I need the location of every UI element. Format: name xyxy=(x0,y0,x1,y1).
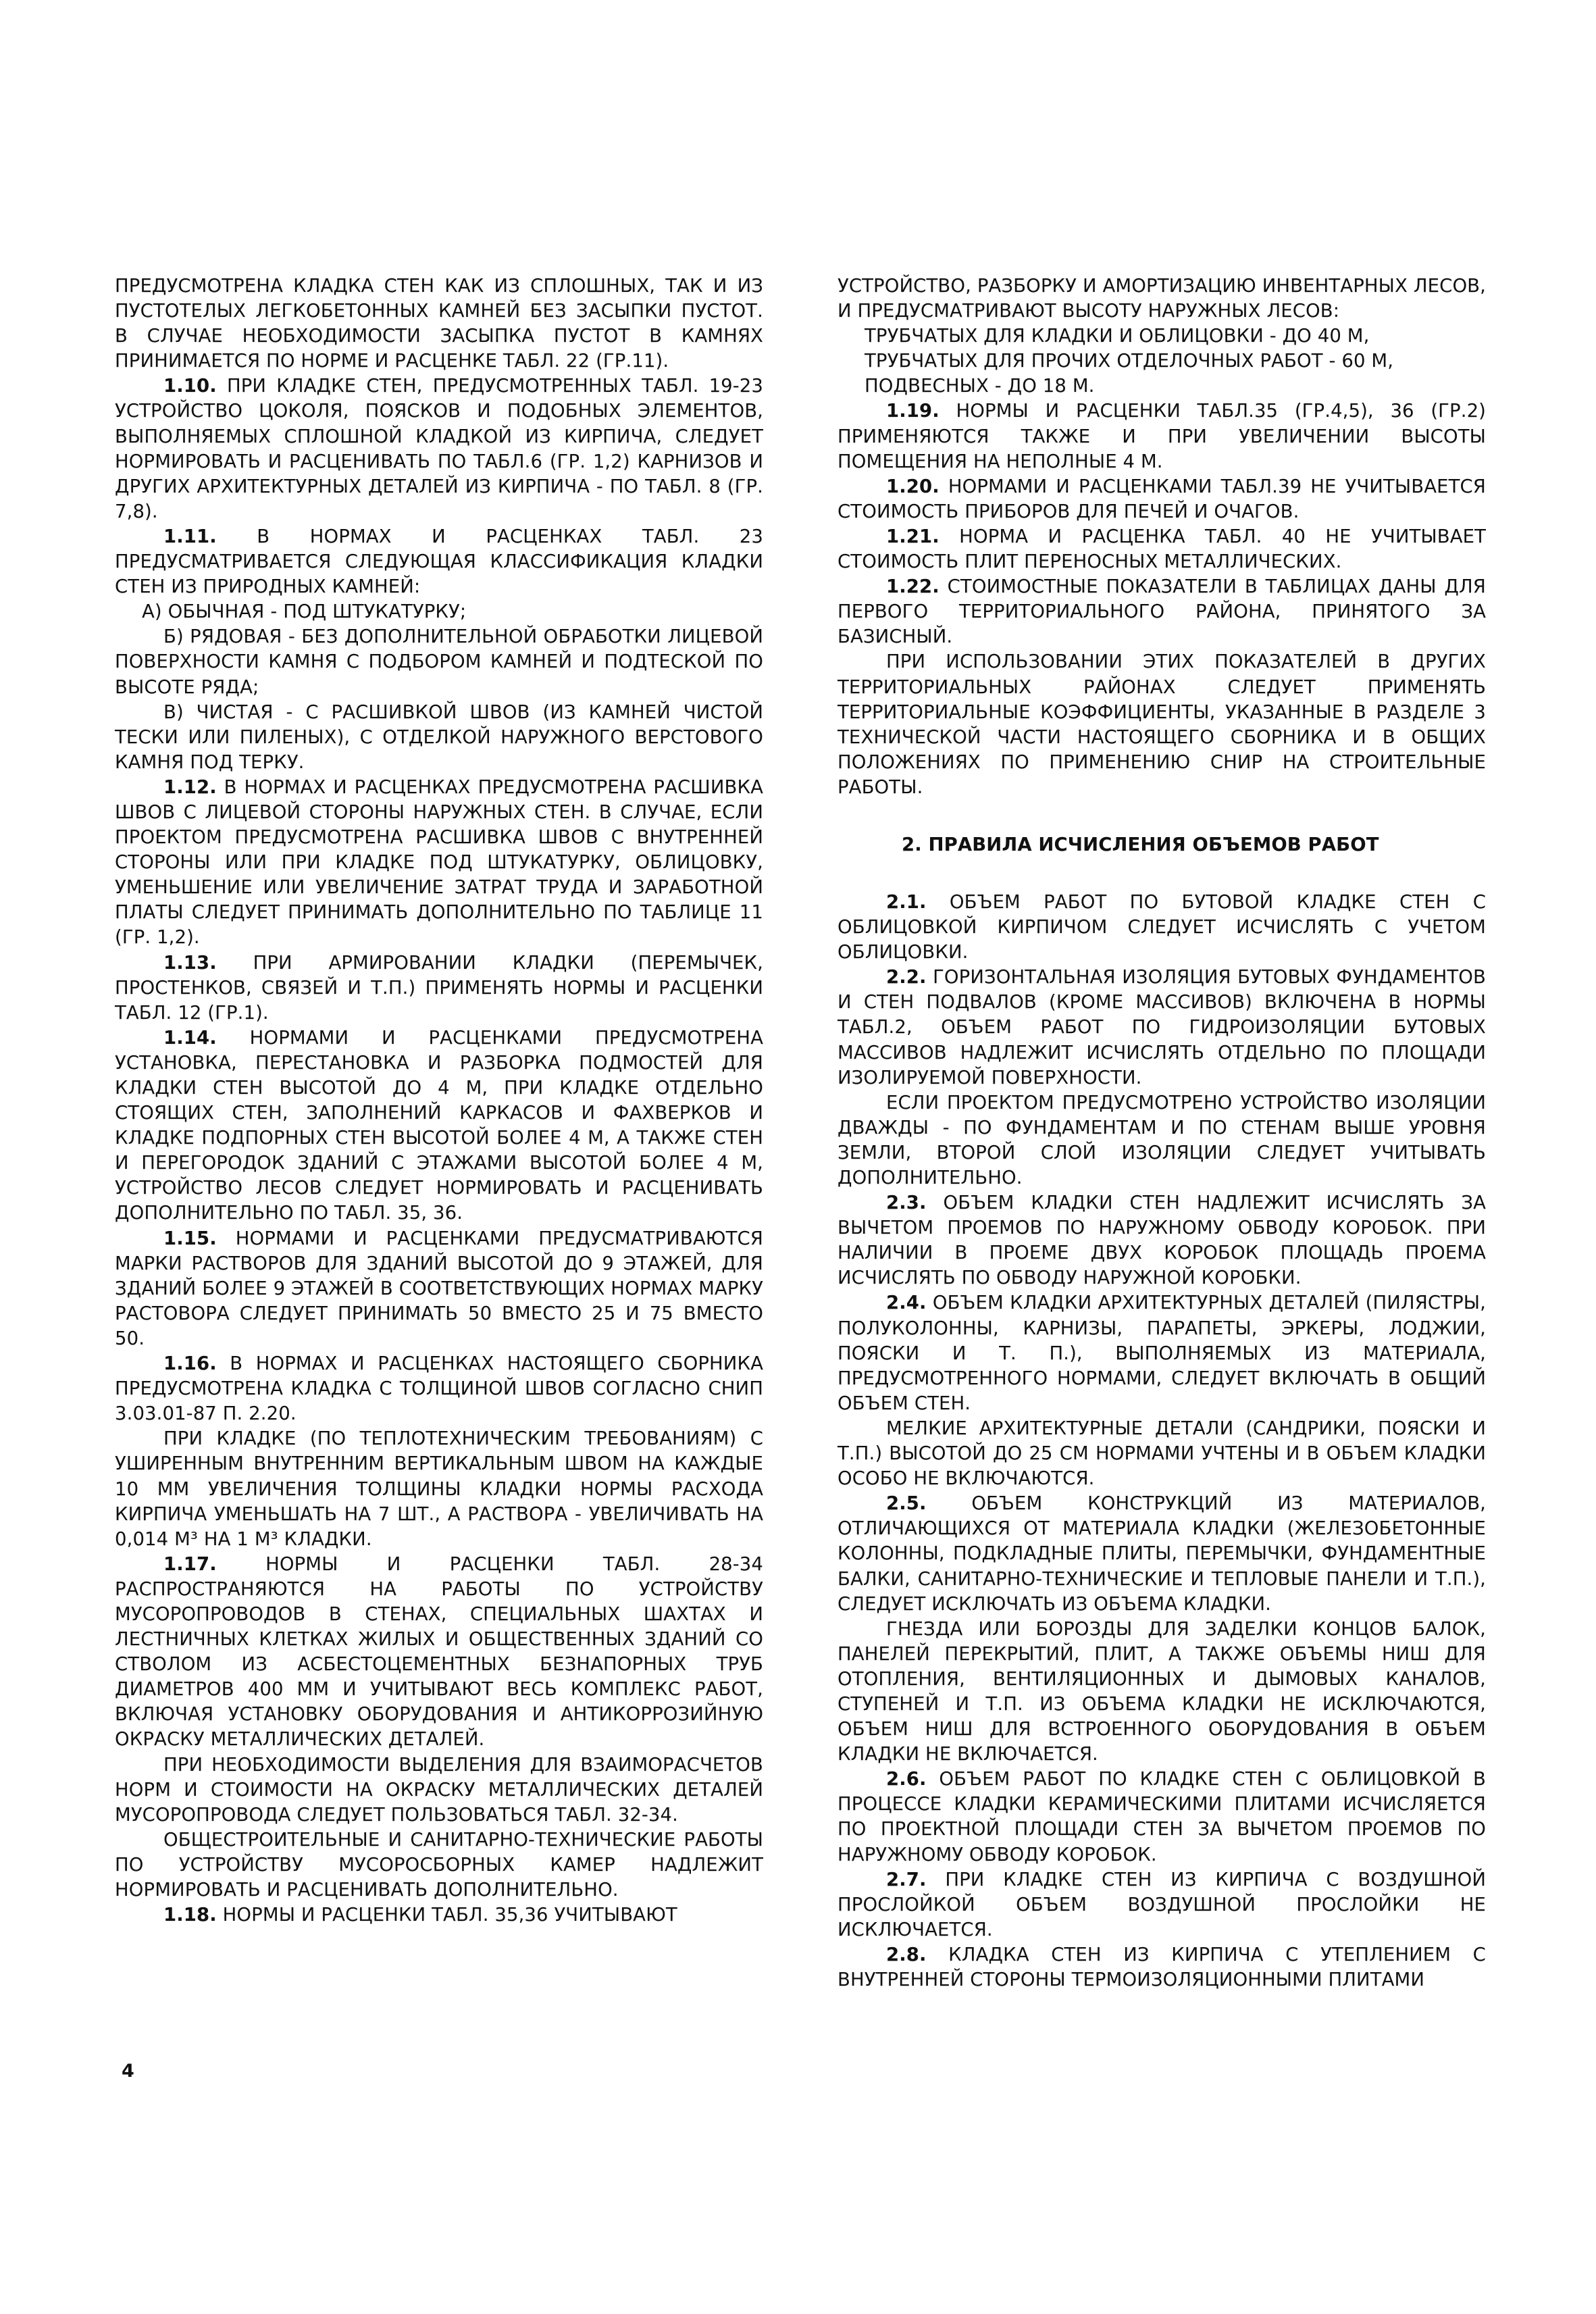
paragraph-text: ТРУБЧАТЫХ ДЛЯ ПРОЧИХ ОТДЕЛОЧНЫХ РАБОТ - 60 М, xyxy=(865,350,1394,372)
clause-number: 2.6. xyxy=(886,1768,927,1790)
clause-number: 2.3. xyxy=(886,1192,927,1214)
paragraph xyxy=(115,775,763,951)
paragraph xyxy=(838,399,1486,474)
paragraph-text: СТОИМОСТНЫЕ ПОКАЗАТЕЛИ В ТАБЛИЦАХ ДАНЫ ДЛЯ ПЕРВОГО ТЕРРИТОРИАЛЬНОГО РАЙОНА, ПРИНЯТОГО ЗА БАЗИСНЫЙ. xyxy=(838,576,1486,648)
clause-number: 1.13. xyxy=(163,951,217,974)
paragraph-text: НОРМЫ И РАСЦЕНКИ ТАБЛ. 35,36 УЧИТЫВАЮТ xyxy=(216,1904,677,1926)
paragraph-text: ГНЕЗДА ИЛИ БОРОЗДЫ ДЛЯ ЗАДЕЛКИ КОНЦОВ БАЛОК, ПАНЕЛЕЙ ПЕРЕКРЫТИЙ, ПЛИТ, А ТАКЖЕ ОБЪЕМЫ НИШ ДЛЯ ОТОПЛЕНИЯ, ВЕНТИЛЯЦИОННЫХ И ДЫМОВЫХ КАНАЛОВ, СТУПЕНЕЙ И Т.П. ИЗ ОБЪЕМА КЛАДКИ НЕ ИСКЛЮЧАЮТСЯ, ОБЪЕМ НИШ ДЛЯ ВСТРОЕННОГО ОБОРУДОВАНИЯ В ОБЪЕМ КЛАДКИ НЕ ВКЛЮЧАЕТСЯ. xyxy=(838,1617,1486,1765)
clause-number: 2.5. xyxy=(886,1492,927,1515)
paragraph-text: ПРЕДУСМОТРЕНА КЛАДКА СТЕН КАК ИЗ СПЛОШНЫХ, ТАК И ИЗ ПУСТОТЕЛЫХ ЛЕГКОБЕТОННЫХ КАМНЕЙ БЕЗ ЗАСЫПКИ ПУСТОТ. В СЛУЧАЕ НЕОБХОДИМОСТИ ЗАСЫПКА ПУСТОТ В КАМНЯХ ПРИНИМАЕТСЯ ПО НОРМЕ И РАСЦЕНКЕ ТАБЛ. 22 (ГР.11). xyxy=(115,275,763,372)
paragraph-text: ОБЩЕСТРОИТЕЛЬНЫЕ И САНИТАРНО-ТЕХНИЧЕСКИЕ РАБОТЫ ПО УСТРОЙСТВУ МУСОРОСБОРНЫХ КАМЕР НАДЛЕЖИТ НОРМИРОВАТЬ И РАСЦЕНИВАТЬ ДОПОЛНИТЕЛЬНО. xyxy=(115,1828,763,1901)
clause-number: 1.11. xyxy=(163,525,217,547)
paragraph xyxy=(838,1491,1486,1616)
paragraph xyxy=(838,274,1486,324)
clause-number: 1.14. xyxy=(163,1026,217,1049)
paragraph-text: Б) РЯДОВАЯ - БЕЗ ДОПОЛНИТЕЛЬНОЙ ОБРАБОТКИ ЛИЦЕВОЙ ПОВЕРХНОСТИ КАМНЯ С ПОДБОРОМ КАМНЕЙ И ПОДТЕСКОЙ ПО ВЫСОТЕ РЯДА; xyxy=(115,626,763,698)
paragraph xyxy=(838,1617,1486,1767)
paragraph xyxy=(838,574,1486,649)
clause-number: 1.22. xyxy=(886,576,939,598)
paragraph xyxy=(115,374,763,524)
right-column-top xyxy=(838,274,1486,800)
paragraph-text: ПРИ НЕОБХОДИМОСТИ ВЫДЕЛЕНИЯ ДЛЯ ВЗАИМОРАСЧЕТОВ НОРМ И СТОИМОСТИ НА ОКРАСКУ МЕТАЛЛИЧЕСКИХ ДЕТАЛЕЙ МУСОРОПРОВОДА СЛЕДУЕТ ПОЛЬЗОВАТЬСЯ ТАБЛ. 32-34. xyxy=(115,1753,763,1826)
paragraph xyxy=(838,1290,1486,1415)
paragraph-text: КЛАДКА СТЕН ИЗ КИРПИЧА С УТЕПЛЕНИЕМ С ВНУТРЕННЕЙ СТОРОНЫ ТЕРМОИЗОЛЯЦИОННЫМИ ПЛИТАМИ xyxy=(838,1943,1486,1990)
paragraph-text: НОРМА И РАСЦЕНКА ТАБЛ. 40 НЕ УЧИТЫВАЕТ СТОИМОСТЬ ПЛИТ ПЕРЕНОСНЫХ МЕТАЛЛИЧЕСКИХ. xyxy=(838,525,1486,573)
paragraph-text: ОБЪЕМ КЛАДКИ СТЕН НАДЛЕЖИТ ИСЧИСЛЯТЬ ЗА ВЫЧЕТОМ ПРОЕМОВ ПО НАРУЖНОМУ ОБВОДУ КОРОБОК. ПРИ НАЛИЧИИ В ПРОЕМЕ ДВУХ КОРОБОК ПЛОЩАДЬ ПРОЕМА ИСЧИСЛЯТЬ ПО ОБВОДУ НАРУЖНОЙ КОРОБКИ. xyxy=(838,1192,1486,1289)
paragraph-text: ГОРИЗОНТАЛЬНАЯ ИЗОЛЯЦИЯ БУТОВЫХ ФУНДАМЕНТОВ И СТЕН ПОДВАЛОВ (КРОМЕ МАССИВОВ) ВКЛЮЧЕНА В НОРМЫ ТАБЛ.2, ОБЪЕМ РАБОТ ПО ГИДРОИЗОЛЯЦИИ БУТОВЫХ МАССИВОВ НАДЛЕЖИТ ИСЧИСЛЯТЬ ОТДЕЛЬНО ПО ПЛОЩАДИ ИЗОЛИРУЕМОЙ ПОВЕРХНОСТИ. xyxy=(838,966,1486,1088)
paragraph-text: ОБЪЕМ КЛАДКИ АРХИТЕКТУРНЫХ ДЕТАЛЕЙ (ПИЛЯСТРЫ, ПОЛУКОЛОННЫ, КАРНИЗЫ, ПАРАПЕТЫ, ЭРКЕРЫ, ЛОДЖИИ, ПОЯСКИ И Т. П.), ВЫПОЛНЯЕМЫХ ИЗ МАТЕРИАЛА, ПРЕДУСМОТРЕННОГО НОРМАМИ, СЛЕДУЕТ ВКЛЮЧАТЬ В ОБЩИЙ ОБЪЕМ СТЕН. xyxy=(838,1292,1486,1414)
clause-number: 1.12. xyxy=(163,776,217,798)
paragraph xyxy=(115,1426,763,1551)
paragraph-text: ПРИ КЛАДКЕ (ПО ТЕПЛОТЕХНИЧЕСКИМ ТРЕБОВАНИЯМ) С УШИРЕННЫМ ВНУТРЕННИМ ВЕРТИКАЛЬНЫМ ШВОМ НА КАЖДЫЕ 10 ММ УВЕЛИЧЕНИЯ ТОЛЩИНЫ КЛАДКИ НОРМЫ РАСХОДА КИРПИЧА УМЕНЬШАТЬ НА 7 ШТ., А РАСТВОРА - УВЕЛИЧИВАТЬ НА 0,014 М³ НА 1 М³ КЛАДКИ. xyxy=(115,1428,763,1550)
paragraph xyxy=(115,274,763,374)
paragraph-text: А) ОБЫЧНАЯ - ПОД ШТУКАТУРКУ; xyxy=(142,601,467,623)
paragraph xyxy=(838,1090,1486,1190)
paragraph xyxy=(115,1351,763,1426)
paragraph xyxy=(115,524,763,599)
paragraph xyxy=(115,951,763,1026)
paragraph-text: НОРМАМИ И РАСЦЕНКАМИ ПРЕДУСМАТРИВАЮТСЯ МАРКИ РАСТВОРОВ ДЛЯ ЗДАНИЙ ВЫСОТОЙ ДО 9 ЭТАЖЕЙ, ДЛЯ ЗДАНИЙ БОЛЕЕ 9 ЭТАЖЕЙ В СООТВЕТСТВУЮЩИХ НОРМАХ МАРКУ РАСТОВОРА СЛЕДУЕТ ПРИНИМАТЬ 50 ВМЕСТО 25 И 75 ВМЕСТО 50. xyxy=(115,1227,763,1349)
paragraph-text: НОРМЫ И РАСЦЕНКИ ТАБЛ. 28-34 РАСПРОСТРАНЯЮТСЯ НА РАБОТЫ ПО УСТРОЙСТВУ МУСОРОПРОВОДОВ В СТЕНАХ, СПЕЦИАЛЬНЫХ ШАХТАХ И ЛЕСТНИЧНЫХ КЛЕТКАХ ЖИЛЫХ И ОБЩЕСТВЕННЫХ ЗДАНИЙ СО СТВОЛОМ ИЗ АСБЕСТОЦЕМЕНТНЫХ БЕЗНАПОРНЫХ ТРУБ ДИАМЕТРОВ 400 ММ И УЧИТЫВАЮТ ВЕСЬ КОМПЛЕКС РАБОТ, ВКЛЮЧАЯ УСТАНОВКУ ОБОРУДОВАНИЯ И АНТИКОРРОЗИЙНУЮ ОКРАСКУ МЕТАЛЛИЧЕСКИХ ДЕТАЛЕЙ. xyxy=(115,1553,763,1751)
right-column xyxy=(838,274,1486,1992)
paragraph-text: ОБЪЕМ РАБОТ ПО БУТОВОЙ КЛАДКЕ СТЕН С ОБЛИЦОВКОЙ КИРПИЧОМ СЛЕДУЕТ ИСЧИСЛЯТЬ С УЧЕТОМ ОБЛИЦОВКИ. xyxy=(838,890,1486,963)
clause-number: 2.8. xyxy=(886,1943,927,1965)
paragraph-text: ЕСЛИ ПРОЕКТОМ ПРЕДУСМОТРЕНО УСТРОЙСТВО ИЗОЛЯЦИИ ДВАЖДЫ - ПО ФУНДАМЕНТАМ И ПО СТЕНАМ ВЫШЕ УРОВНЯ ЗЕМЛИ, ВТОРОЙ СЛОЙ ИЗОЛЯЦИИ СЛЕДУЕТ УЧИТЫВАТЬ ДОПОЛНИТЕЛЬНО. xyxy=(838,1091,1486,1188)
paragraph xyxy=(115,1552,763,1753)
paragraph xyxy=(838,1767,1486,1867)
paragraph-text: НОРМАМИ И РАСЦЕНКАМИ ПРЕДУСМОТРЕНА УСТАНОВКА, ПЕРЕСТАНОВКА И РАЗБОРКА ПОДМОСТЕЙ ДЛЯ КЛАДКИ СТЕН ВЫСОТОЙ ДО 4 М, ПРИ КЛАДКЕ ОТДЕЛЬНО СТОЯЩИХ СТЕН, ЗАПОЛНЕНИЙ КАРКАСОВ И ФАХВЕРКОВ И КЛАДКЕ ПОДПОРНЫХ СТЕН ВЫСОТОЙ БОЛЕЕ 4 М, А ТАКЖЕ СТЕН И ПЕРЕГОРОДОК ЗДАНИЙ С ЭТАЖАМИ ВЫСОТОЙ БОЛЕЕ 4 М, УСТРОЙСТВО ЛЕСОВ СЛЕДУЕТ НОРМИРОВАТЬ И РАСЦЕНИВАТЬ ДОПОЛНИТЕЛЬНО ПО ТАБЛ. 35, 36. xyxy=(115,1026,763,1224)
clause-number: 1.17. xyxy=(163,1553,217,1575)
paragraph xyxy=(838,1190,1486,1290)
clause-number: 1.15. xyxy=(163,1227,217,1249)
paragraph xyxy=(115,624,763,699)
paragraph xyxy=(838,374,1486,399)
paragraph xyxy=(115,1903,763,1928)
clause-number: 2.1. xyxy=(886,890,927,913)
paragraph xyxy=(115,1026,763,1226)
clause-number: 1.10. xyxy=(163,375,217,397)
clause-number: 2.4. xyxy=(886,1292,927,1314)
clause-number: 2.7. xyxy=(886,1868,927,1890)
paragraph-text: НОРМЫ И РАСЦЕНКИ ТАБЛ.35 (ГР.4,5), 36 (ГР.2) ПРИМЕНЯЮТСЯ ТАКЖЕ И ПРИ УВЕЛИЧЕНИИ ВЫСОТЫ ПОМЕЩЕНИЯ НА НЕПОЛНЫЕ 4 М. xyxy=(838,400,1486,472)
paragraph xyxy=(838,965,1486,1090)
clause-number: 1.21. xyxy=(886,525,939,547)
paragraph xyxy=(838,474,1486,524)
clause-number: 1.18. xyxy=(163,1904,217,1926)
paragraph xyxy=(838,649,1486,800)
left-column xyxy=(115,274,763,1928)
clause-number: 1.16. xyxy=(163,1353,217,1375)
paragraph xyxy=(115,700,763,775)
paragraph xyxy=(115,599,763,624)
right-column-bottom xyxy=(838,890,1486,1992)
clause-number: 1.19. xyxy=(886,400,939,422)
paragraph-text: ПРИ АРМИРОВАНИИ КЛАДКИ (ПЕРЕМЫЧЕК, ПРОСТЕНКОВ, СВЯЗЕЙ И Т.П.) ПРИМЕНЯТЬ НОРМЫ И РАСЦЕНКИ ТАБЛ. 12 (ГР.1). xyxy=(115,951,763,1024)
paragraph-text: ПОДВЕСНЫХ - ДО 18 М. xyxy=(865,375,1095,397)
paragraph-text: УСТРОЙСТВО, РАЗБОРКУ И АМОРТИЗАЦИЮ ИНВЕНТАРНЫХ ЛЕСОВ, И ПРЕДУСМАТРИВАЮТ ВЫСОТУ НАРУЖНЫХ ЛЕСОВ: xyxy=(838,275,1486,322)
paragraph-text: ПРИ КЛАДКЕ СТЕН ИЗ КИРПИЧА С ВОЗДУШНОЙ ПРОСЛОЙКОЙ ОБЪЕМ ВОЗДУШНОЙ ПРОСЛОЙКИ НЕ ИСКЛЮЧАЕТСЯ. xyxy=(838,1868,1486,1940)
clause-number: 1.20. xyxy=(886,475,939,497)
clause-number: 2.2. xyxy=(886,966,927,988)
paragraph xyxy=(838,1416,1486,1491)
section-heading: 2. ПРАВИЛА ИСЧИСЛЕНИЯ ОБЪЕМОВ РАБОТ xyxy=(902,833,1379,855)
paragraph-text: В НОРМАХ И РАСЦЕНКАХ НАСТОЯЩЕГО СБОРНИКА ПРЕДУСМОТРЕНА КЛАДКА С ТОЛЩИНОЙ ШВОВ СОГЛАСНО СНИП 3.03.01-87 П. 2.20. xyxy=(115,1353,763,1425)
paragraph-text: В НОРМАХ И РАСЦЕНКАХ ТАБЛ. 23 ПРЕДУСМАТРИВАЕТСЯ СЛЕДУЮЩАЯ КЛАССИФИКАЦИЯ КЛАДКИ СТЕН ИЗ ПРИРОДНЫХ КАМНЕЙ: xyxy=(115,525,763,598)
paragraph-text: ПРИ ИСПОЛЬЗОВАНИИ ЭТИХ ПОКАЗАТЕЛЕЙ В ДРУГИХ ТЕРРИТОРИАЛЬНЫХ РАЙОНАХ СЛЕДУЕТ ПРИМЕНЯТЬ ТЕРРИТОРИАЛЬНЫЕ КОЭФФИЦИЕНТЫ, УКАЗАННЫЕ В РАЗДЕЛЕ 3 ТЕХНИЧЕСКОЙ ЧАСТИ НАСТОЯЩЕГО СБОРНИКА И В ОБЩИХ ПОЛОЖЕНИЯХ ПО ПРИМЕНЕНИЮ СНИР НА СТРОИТЕЛЬНЫЕ РАБОТЫ. xyxy=(838,651,1486,798)
page-number: 4 xyxy=(122,2061,134,2082)
paragraph xyxy=(838,324,1486,349)
paragraph-text: ТРУБЧАТЫХ ДЛЯ КЛАДКИ И ОБЛИЦОВКИ - ДО 40 М, xyxy=(865,325,1370,347)
paragraph xyxy=(838,1867,1486,1942)
paragraph xyxy=(838,890,1486,965)
paragraph-text: МЕЛКИЕ АРХИТЕКТУРНЫЕ ДЕТАЛИ (САНДРИКИ, ПОЯСКИ И Т.П.) ВЫСОТОЙ ДО 25 СМ НОРМАМИ УЧТЕНЫ И В ОБЪЕМ КЛАДКИ ОСОБО НЕ ВКЛЮЧАЮТСЯ. xyxy=(838,1417,1486,1490)
paragraph xyxy=(838,524,1486,574)
paragraph xyxy=(115,1828,763,1903)
paragraph-text: В НОРМАХ И РАСЦЕНКАХ ПРЕДУСМОТРЕНА РАСШИВКА ШВОВ С ЛИЦЕВОЙ СТОРОНЫ НАРУЖНЫХ СТЕН. В СЛУЧАЕ, ЕСЛИ ПРОЕКТОМ ПРЕДУСМОТРЕНА РАСШИВКА ШВОВ С ВНУТРЕННЕЙ СТОРОНЫ ИЛИ ПРИ КЛАДКЕ ПОД ШТУКАТУРКУ, ОБЛИЦОВКУ, УМЕНЬШЕНИЕ ИЛИ УВЕЛИЧЕНИЕ ЗАТРАТ ТРУДА И ЗАРАБОТНОЙ ПЛАТЫ СЛЕДУЕТ ПРИНИМАТЬ ДОПОЛНИТЕЛЬНО ПО ТАБЛИЦЕ 11 (ГР. 1,2). xyxy=(115,776,763,949)
paragraph-text: ОБЪЕМ РАБОТ ПО КЛАДКЕ СТЕН С ОБЛИЦОВКОЙ В ПРОЦЕССЕ КЛАДКИ КЕРАМИЧЕСКИМИ ПЛИТАМИ ИСЧИСЛЯЕТСЯ ПО ПРОЕКТНОЙ ПЛОЩАДИ СТЕН ЗА ВЫЧЕТОМ ПРОЕМОВ ПО НАРУЖНОМУ ОБВОДУ КОРОБОК. xyxy=(838,1768,1486,1865)
paragraph-text: ОБЪЕМ КОНСТРУКЦИЙ ИЗ МАТЕРИАЛОВ, ОТЛИЧАЮЩИХСЯ ОТ МАТЕРИАЛА КЛАДКИ (ЖЕЛЕЗОБЕТОННЫЕ КОЛОННЫ, ПОДКЛАДНЫЕ ПЛИТЫ, ПЕРЕМЫЧКИ, ФУНДАМЕНТНЫЕ БАЛКИ, САНИТАРНО-ТЕХНИЧЕСКИЕ И ТЕПЛОВЫЕ ПАНЕЛИ И Т.П.), СЛЕДУЕТ ИСКЛЮЧАТЬ ИЗ ОБЪЕМА КЛАДКИ. xyxy=(838,1492,1486,1615)
paragraph-text: НОРМАМИ И РАСЦЕНКАМИ ТАБЛ.39 НЕ УЧИТЫВАЕТСЯ СТОИМОСТЬ ПРИБОРОВ ДЛЯ ПЕЧЕЙ И ОЧАГОВ. xyxy=(838,475,1486,522)
paragraph-text: В) ЧИСТАЯ - С РАСШИВКОЙ ШВОВ (ИЗ КАМНЕЙ ЧИСТОЙ ТЕСКИ ИЛИ ПИЛЕНЫХ), С ОТДЕЛКОЙ НАРУЖНОГО ВЕРСТОВОГО КАМНЯ ПОД ТЕРКУ. xyxy=(115,701,763,773)
paragraph xyxy=(115,1226,763,1351)
paragraph xyxy=(838,349,1486,374)
paragraph xyxy=(838,1942,1486,1992)
paragraph xyxy=(115,1753,763,1828)
paragraph-text: ПРИ КЛАДКЕ СТЕН, ПРЕДУСМОТРЕННЫХ ТАБЛ. 19-23 УСТРОЙСТВО ЦОКОЛЯ, ПОЯСКОВ И ПОДОБНЫХ ЭЛЕМЕНТОВ, ВЫПОЛНЯЕМЫХ СПЛОШНОЙ КЛАДКОЙ ИЗ КИРПИЧА, СЛЕДУЕТ НОРМИРОВАТЬ И РАСЦЕНИВАТЬ ПО ТАБЛ.6 (ГР. 1,2) КАРНИЗОВ И ДРУГИХ АРХИТЕКТУРНЫХ ДЕТАЛЕЙ ИЗ КИРПИЧА - ПО ТАБЛ. 8 (ГР. 7,8). xyxy=(115,375,763,522)
